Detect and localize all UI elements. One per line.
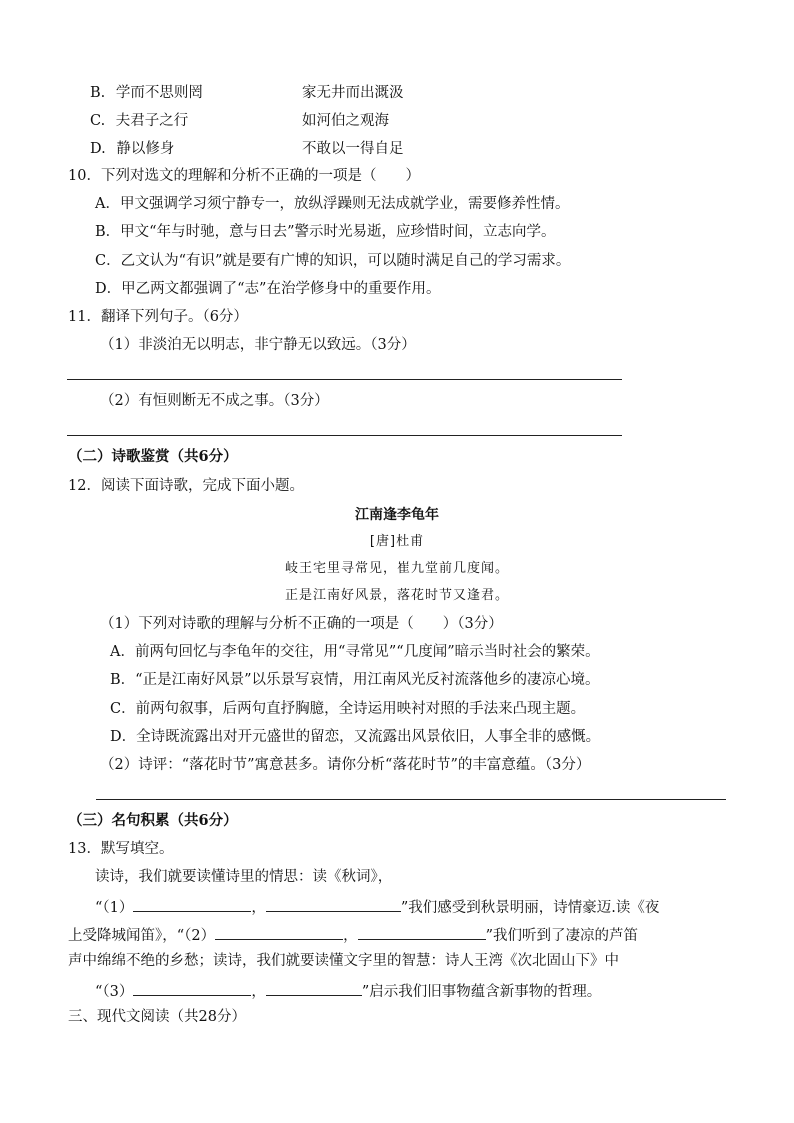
q9-option-b-right: 家无井而出溉汲 [302, 85, 404, 101]
answer-line [67, 435, 622, 436]
q10-option-c: C．乙文认为“有识”就是要有广博的知识，可以随时满足自己的学习需求。 [95, 253, 571, 269]
fill-blank[interactable] [133, 979, 251, 996]
fill-blank[interactable] [215, 923, 343, 940]
poem-line: 正是江南好风景，落花时节又逢君。 [284, 588, 509, 603]
fill-blank[interactable] [266, 895, 401, 912]
q9-option-c [90, 111, 188, 131]
q12-option-a: A．前两句回忆与李龟年的交往，用“寻常见”“几度闻”暗示当时社会的繁荣。 [110, 644, 600, 660]
text: ， [343, 928, 358, 944]
answer-line [96, 799, 726, 800]
option-label: C. [90, 113, 106, 129]
q11-sentence-2: （2）有恒则断无不成之事。（3分） [100, 393, 329, 409]
text: ”我们感受到秋景明丽，诗情豪迈.读《夜 [400, 900, 660, 916]
text: ”启示我们旧事物蕴含新事物的哲理。 [361, 984, 602, 1000]
q13-fill-line-1 [95, 895, 659, 918]
option-left-text: 学而不思则罔 [115, 85, 203, 101]
q10-option-b: B．甲文“年与时驰，意与日去”警示时光易逝，应珍惜时间，立志向学。 [95, 224, 556, 240]
option-left-text: 夫君子之行 [115, 113, 189, 129]
q9-option-b [90, 83, 203, 103]
option-left-text: 静以修身 [116, 141, 175, 157]
q9-option-d [90, 139, 174, 159]
text: “（3） [95, 984, 134, 1000]
text: ”我们听到了凄凉的芦笛 [485, 928, 639, 944]
text: 上受降城闻笛》，“（2） [68, 928, 216, 944]
q13-stem: 13．默写填空。 [68, 841, 174, 857]
poem-author: [唐]杜甫 [369, 534, 425, 549]
q12-option-b: B．“正是江南好风景”以乐景写哀情，用江南风光反衬流落他乡的凄凉心境。 [110, 672, 600, 688]
q12-stem: 12．阅读下面诗歌，完成下面小题。 [68, 478, 304, 494]
poem-title: 江南逢李龟年 [355, 507, 439, 523]
part3-heading: 三、现代文阅读（共28分） [68, 1009, 246, 1025]
q10-stem: 10．下列对选文的理解和分析不正确的一项是（ ） [68, 168, 420, 184]
q13-intro: 读诗，我们就要读懂诗里的情思：读《秋词》， [95, 869, 393, 885]
section-heading-quotes: （三）名句积累（共6分） [68, 812, 238, 829]
text: ， [251, 900, 266, 916]
q9-option-d-right: 不敢以一得自足 [302, 141, 404, 157]
text: ， [251, 984, 266, 1000]
q13-fill-line-2 [68, 923, 638, 946]
q12-sub2: （2）诗评：“落花时节”寓意甚多。请你分析“落花时节”的丰富意蕴。（3分） [100, 757, 591, 773]
q13-fill-line-4 [95, 979, 601, 1002]
option-label: B. [90, 85, 106, 101]
q10-option-a: A．甲文强调学习须宁静专一，放纵浮躁则无法成就学业，需要修养性情。 [95, 196, 570, 212]
q12-option-d: D．全诗既流露出对开元盛世的留恋，又流露出风景依旧，人事全非的感慨。 [110, 729, 601, 745]
q12-sub1: （1）下列对诗歌的理解与分析不正确的一项是（ ）（3分） [100, 616, 503, 632]
text: “（1） [95, 900, 134, 916]
q10-option-d: D．甲乙两文都强调了“志”在治学修身中的重要作用。 [95, 281, 441, 297]
fill-blank[interactable] [266, 979, 362, 996]
fill-blank[interactable] [133, 895, 251, 912]
q12-option-c: C．前两句叙事，后两句直抒胸臆，全诗运用映衬对照的手法来凸现主题。 [110, 701, 586, 717]
option-label: D. [90, 141, 106, 157]
fill-blank[interactable] [358, 923, 486, 940]
answer-line [67, 379, 622, 380]
poem-line: 岐王宅里寻常见，崔九堂前几度闻。 [284, 561, 509, 576]
section-heading-poetry: （二）诗歌鉴赏（共6分） [68, 448, 238, 465]
q11-sentence-1: （1）非淡泊无以明志，非宁静无以致远。（3分） [100, 337, 416, 353]
q9-option-c-right: 如河伯之观海 [302, 113, 389, 129]
q11-stem: 11．翻译下列句子。（6分） [68, 309, 248, 325]
q13-line-3: 声中绵绵不绝的乡愁；读诗，我们就要读懂文字里的智慧：诗人王湾《次北固山下》中 [68, 953, 619, 969]
